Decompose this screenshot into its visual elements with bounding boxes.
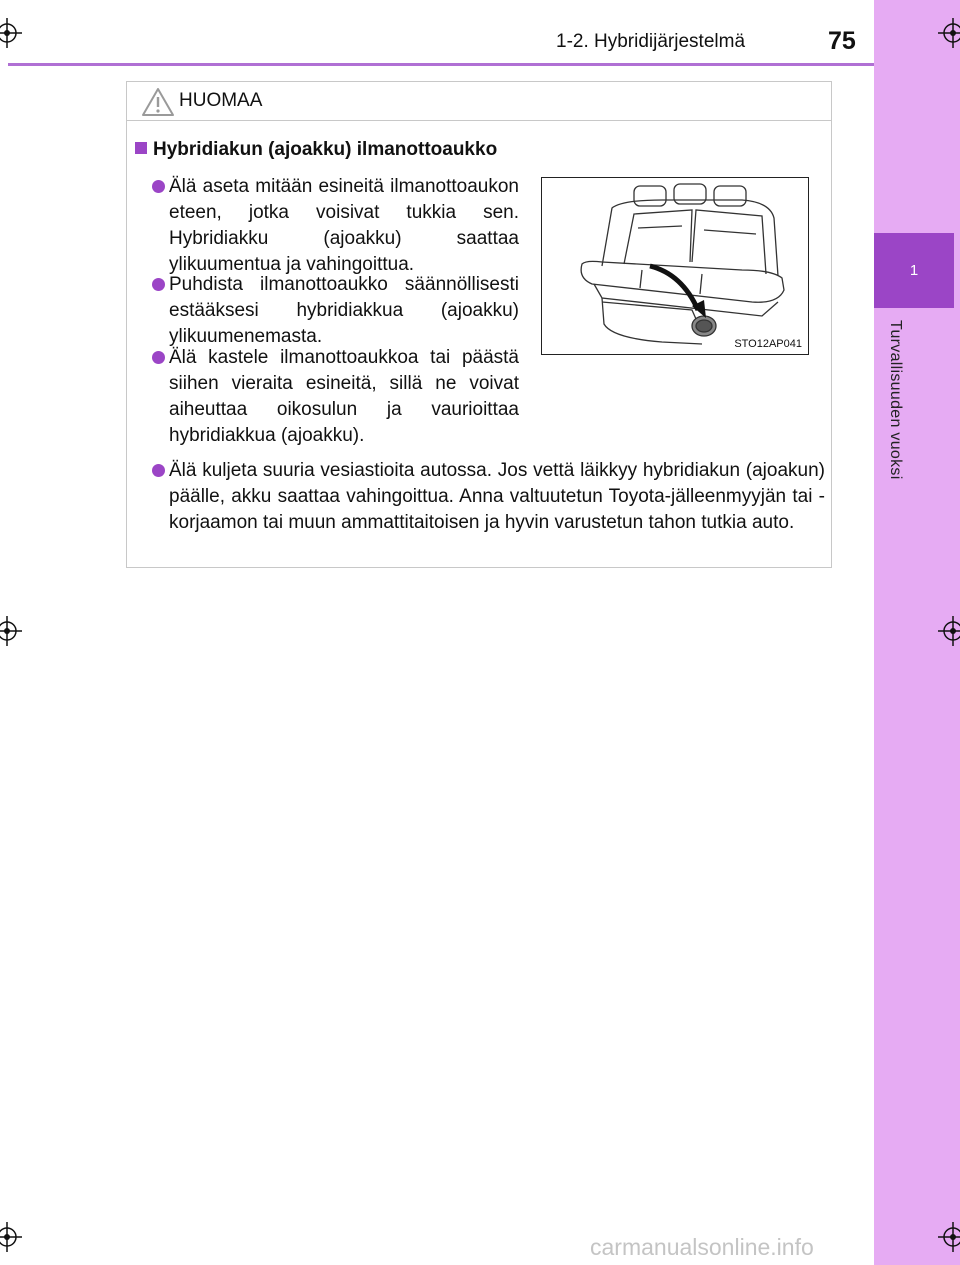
section-title: 1-2. Hybridijärjestelmä <box>556 31 746 52</box>
bullet-dot-icon <box>152 180 165 193</box>
list-item <box>169 458 825 536</box>
crop-mark-icon <box>0 616 22 646</box>
crop-mark-icon <box>938 18 960 48</box>
notice-header <box>127 82 831 121</box>
seat-illustration <box>541 177 809 355</box>
notice-title: HUOMAA <box>179 90 263 111</box>
crop-mark-icon <box>0 18 22 48</box>
bullet-dot-icon <box>152 464 165 477</box>
list-item-text: Älä kastele ilmanottoaukkoa tai päästä siihen vieraita esineitä, sillä ne voivat aiheuttaa oikosulun ja vaurioittaa hybridiakkua (ajoakku). <box>169 347 519 446</box>
crop-mark-icon <box>938 616 960 646</box>
notice-box <box>126 81 832 568</box>
page-number: 75 <box>828 27 856 55</box>
bullet-dot-icon <box>152 351 165 364</box>
list-item-text: Älä aseta mitään esineitä ilmanottoaukon eteen, jotka voisivat tukkia sen. Hybridiakku (ajoakku) saattaa ylikuumentua ja vahingoittua. <box>169 176 519 275</box>
list-item-text: Puhdista ilmanottoaukko säännöllisesti estääksesi hybridiakkua (ajoakku) ylikuumenemasta. <box>169 274 519 347</box>
chapter-title: Turvallisuuden vuoksi <box>887 320 904 480</box>
header-rule <box>8 63 874 66</box>
figure-code: STO12AP041 <box>734 338 802 350</box>
crop-mark-icon <box>0 1222 22 1252</box>
list-item <box>169 174 519 278</box>
crop-mark-icon <box>938 1222 960 1252</box>
list-item <box>169 272 519 350</box>
list-item-text: Älä kuljeta suuria vesiastioita autossa. Jos vettä läikkyy hybridiakun (ajoakun) päälle, akku saattaa vahingoittua. Anna valtuutetun Toyota-jälleenmyyjän tai -korjaamon tai muun ammattitaitoisen ja hyvin varustetun tahon tutkia auto. <box>169 460 825 533</box>
chapter-tab[interactable] <box>874 233 954 308</box>
section-heading-text: Hybridiakun (ajoakku) ilmanottoaukko <box>153 139 498 160</box>
square-bullet-icon <box>135 142 147 154</box>
rear-seat-illustration-icon <box>542 178 808 354</box>
warning-triangle-icon <box>141 87 175 117</box>
watermark: carmanualsonline.info <box>590 1234 814 1260</box>
chapter-number: 1 <box>909 262 919 279</box>
bullet-dot-icon <box>152 278 165 291</box>
section-heading <box>135 139 497 161</box>
list-item <box>169 345 519 449</box>
